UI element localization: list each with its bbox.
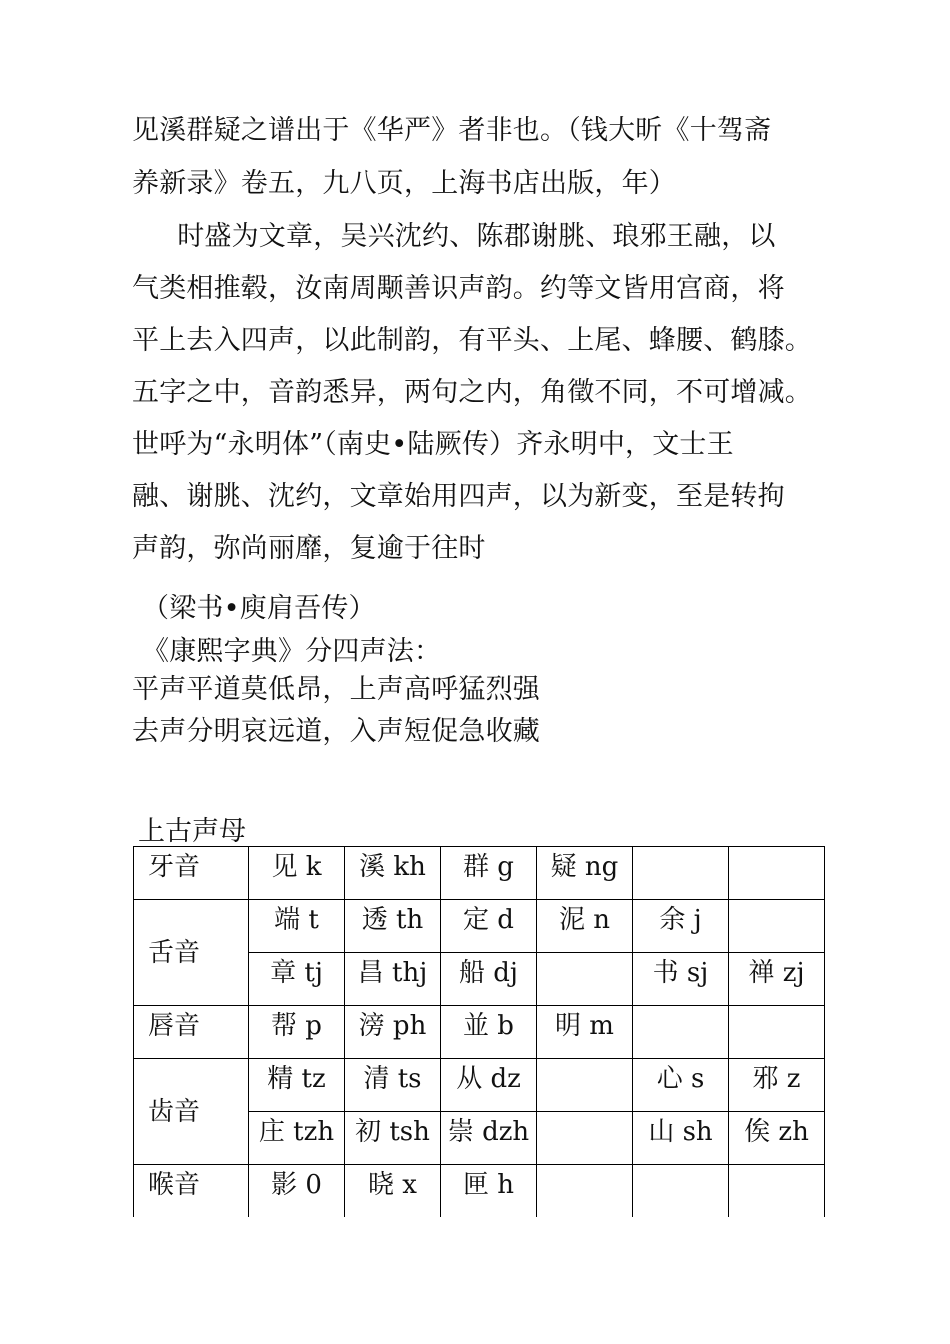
table-cell: 溪 kh: [345, 847, 441, 900]
table-cell: 书 sj: [633, 953, 729, 1006]
table-cell: 群 g: [441, 847, 537, 900]
text-line: 世呼为“永明体”（南史•陆厥传）齐永明中，文士王: [132, 429, 734, 460]
table-cell: 章 tj: [249, 953, 345, 1006]
table-cell: [633, 847, 729, 900]
table-row: [134, 1059, 825, 1112]
table-cell: [537, 953, 633, 1006]
table-cell: 庄 tzh: [249, 1112, 345, 1165]
table-cell: 影 0: [249, 1165, 345, 1218]
table-cell: 昌 thj: [345, 953, 441, 1006]
table-row: [134, 847, 825, 900]
table-cell: 禅 zj: [729, 953, 825, 1006]
group-label: 齿音: [134, 1059, 249, 1165]
text-line: 养新录》卷五，九八页，上海书店出版，年）: [132, 168, 676, 199]
table-cell: [729, 847, 825, 900]
table-cell: 见 k: [249, 847, 345, 900]
table-cell: 从 dz: [441, 1059, 537, 1112]
table-cell: 帮 p: [249, 1006, 345, 1059]
table-cell: 心 s: [633, 1059, 729, 1112]
group-label: 牙音: [134, 847, 249, 900]
table-cell: 疑 ng: [537, 847, 633, 900]
text-line: 《康熙字典》分四声法：: [142, 636, 442, 667]
text-line: 五字之中，音韵悉异，两句之内，角徵不同，不可增减。: [132, 377, 812, 408]
table-cell: 透 th: [345, 900, 441, 953]
table-cell: 精 tz: [249, 1059, 345, 1112]
initials-table: [133, 846, 825, 1217]
table-cell: 船 dj: [441, 953, 537, 1006]
table-cell: 並 b: [441, 1006, 537, 1059]
table-cell: 明 m: [537, 1006, 633, 1059]
table-cell: 崇 dzh: [441, 1112, 537, 1165]
table-title: 上古声母: [138, 816, 246, 847]
verse-line: 去声分明哀远道，入声短促急收藏: [132, 716, 540, 747]
table-cell: 初 tsh: [345, 1112, 441, 1165]
table-cell: 滂 ph: [345, 1006, 441, 1059]
table-cell: 匣 h: [441, 1165, 537, 1218]
table-cell: [633, 1165, 729, 1218]
text-line: 平上去入四声，以此制韵，有平头、上尾、蜂腰、鹤膝。: [132, 325, 812, 356]
text-line: 声韵，弥尚丽靡，复逾于往时: [132, 533, 486, 564]
table-cell: 清 ts: [345, 1059, 441, 1112]
table-cell: [729, 1165, 825, 1218]
table-cell: 俟 zh: [729, 1112, 825, 1165]
table-cell: 定 d: [441, 900, 537, 953]
group-label: 唇音: [134, 1006, 249, 1059]
table-cell: [729, 1006, 825, 1059]
text-line: 融、谢朓、沈约，文章始用四声，以为新变，至是转拘: [132, 481, 785, 512]
table-cell: 泥 n: [537, 900, 633, 953]
group-label: 喉音: [134, 1165, 249, 1218]
citation-line: （梁书•庾肩吾传）: [142, 593, 376, 624]
text-line: 时盛为文章，吴兴沈约、陈郡谢朓、琅邪王融，以: [150, 221, 776, 252]
table-cell: 晓 x: [345, 1165, 441, 1218]
table-cell: [537, 1059, 633, 1112]
table-cell: 邪 z: [729, 1059, 825, 1112]
table-cell: [537, 1165, 633, 1218]
group-label: 舌音: [134, 900, 249, 1006]
verse-line: 平声平道莫低昂，上声高呼猛烈强: [132, 674, 540, 705]
table-cell: [729, 900, 825, 953]
table-cell: 山 sh: [633, 1112, 729, 1165]
table-row: [134, 900, 825, 953]
table-cell: 余 j: [633, 900, 729, 953]
table-cell: [537, 1112, 633, 1165]
text-line: 气类相推毂，汝南周颙善识声韵。约等文皆用宫商，将: [132, 273, 785, 304]
table-cell: 端 t: [249, 900, 345, 953]
table-row: [134, 1006, 825, 1059]
text-line: 见溪群疑之谱出于《华严》者非也。（钱大昕《十驾斋: [132, 115, 772, 146]
table-cell: [633, 1006, 729, 1059]
table-row: [134, 1165, 825, 1218]
